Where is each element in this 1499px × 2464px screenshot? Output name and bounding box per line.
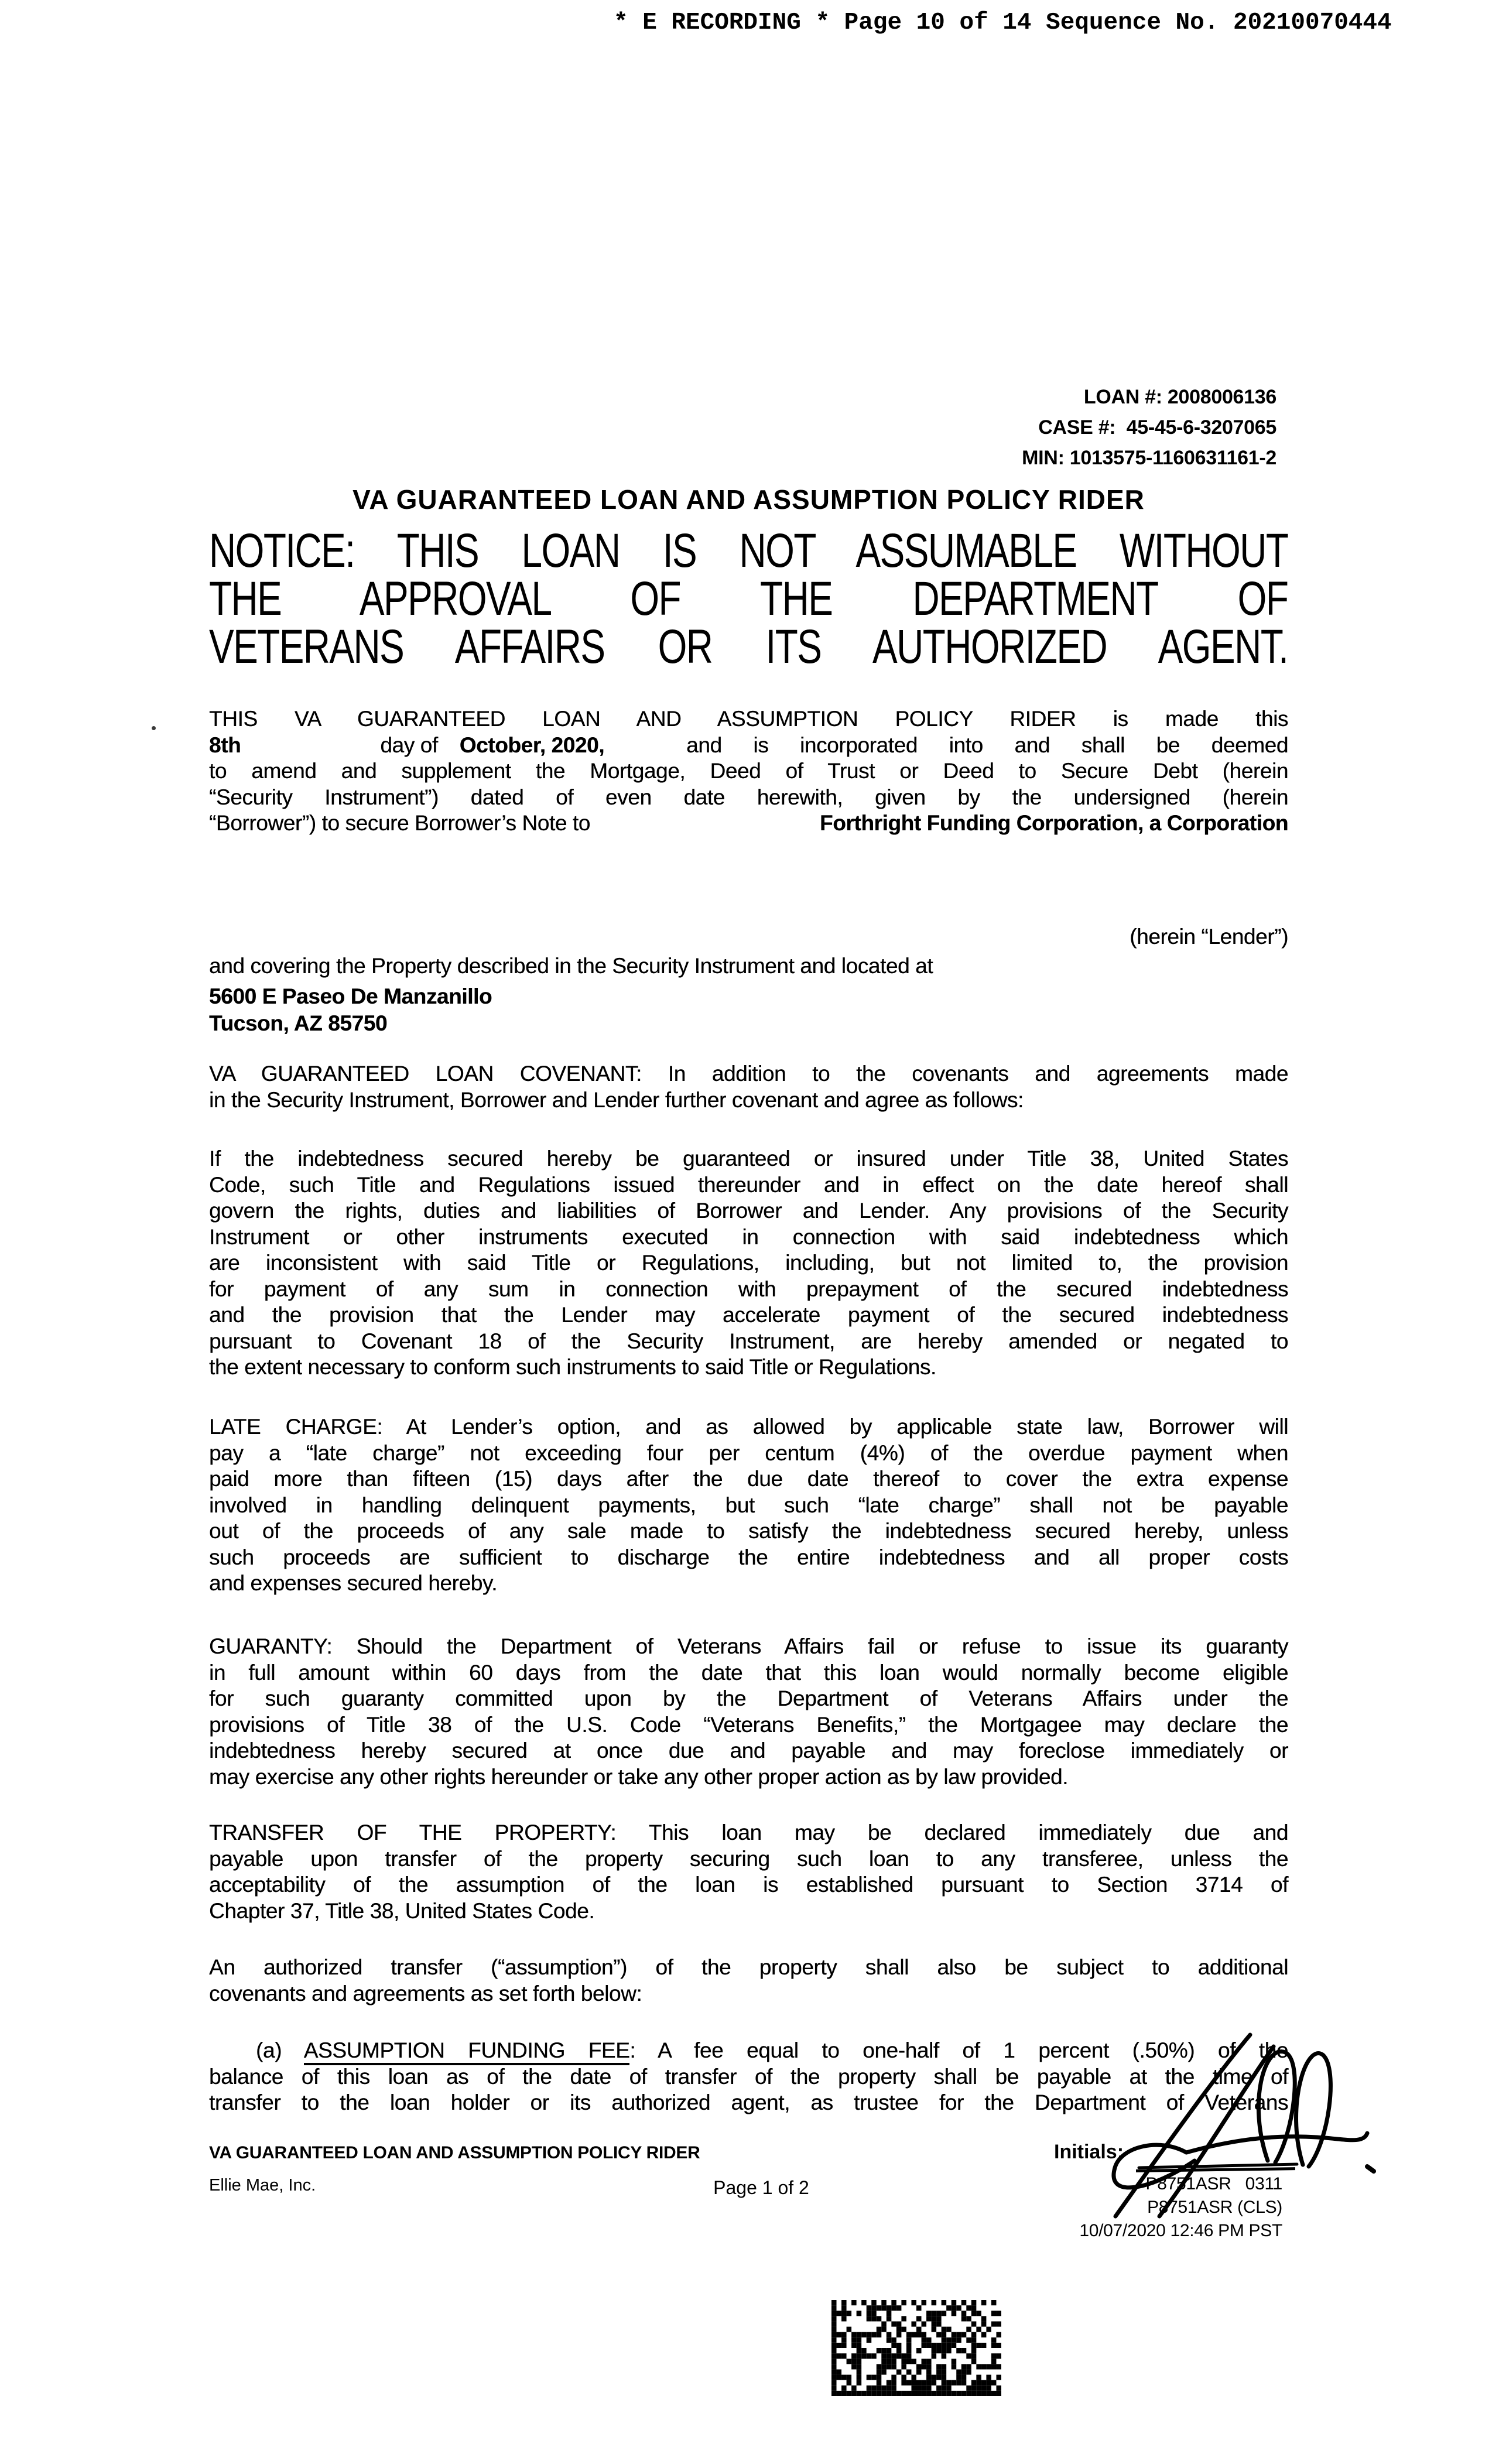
text-line: are inconsistent with said Title or Regulations, including, but not limited to, the provision	[209, 1251, 1288, 1275]
text-line: out of the proceeds of any sale made to satisfy the indebtedness secured hereby, unless	[209, 1519, 1288, 1543]
min-number: MIN: 1013575-1160631161-2	[1022, 447, 1276, 469]
assumption-fee-heading: ASSUMPTION FUNDING FEE	[304, 2038, 630, 2065]
transfer-paragraph	[209, 1820, 1288, 1924]
text-line: provisions of Title 38 of the U.S. Code “Veterans Benefits,” the Mortgagee may declare the	[209, 1712, 1288, 1737]
text-line: TRANSFER OF THE PROPERTY: This loan may be declared immediately due and	[209, 1820, 1288, 1844]
scan-artifact-dot	[152, 726, 156, 730]
text-line: covenants and agreements as set forth below:	[209, 1981, 642, 2006]
doc-code-2: P8751ASR (CLS)	[1147, 2198, 1282, 2217]
assumption-fee-first-line	[209, 2038, 1288, 2064]
text-line: “Security Instrument”) dated of even date herewith, given by the undersigned (herein	[209, 785, 1288, 809]
text-line: for payment of any sum in connection with prepayment of the secured indebtedness	[209, 1277, 1288, 1301]
text-line: THE APPROVAL OF THE DEPARTMENT OF	[209, 572, 1288, 625]
text-line: paid more than fifteen (15) days after the due date thereof to cover the extra expense	[209, 1467, 1288, 1491]
erecording-header: * E RECORDING * Page 10 of 14 Sequence No. 20210070444	[614, 9, 1392, 36]
lender-name: Forthright Funding Corporation, a Corporation	[820, 811, 1288, 835]
text-line: for such guaranty committed upon by the Department of Veterans Affairs under the	[209, 1686, 1288, 1710]
text-line: transfer to the loan holder or its authorized agent, as trustee for the Department of Veterans	[209, 2090, 1288, 2114]
property-street: 5600 E Paseo De Manzanillo	[209, 984, 492, 1008]
property-city: Tucson, AZ 85750	[209, 1011, 388, 1035]
text-line: Chapter 37, Title 38, United States Code.	[209, 1898, 595, 1923]
text-line: involved in handling delinquent payments, but such “late charge” shall not be payable	[209, 1493, 1288, 1517]
notice-heading	[209, 524, 1288, 673]
text-line: payable upon transfer of the property securing such loan to any transferee, unless the	[209, 1846, 1288, 1871]
text-line: : A fee equal to one-half of 1 percent (.50%) of the	[629, 2038, 1288, 2062]
text-line: acceptability of the assumption of the loan is established pursuant to Section 3714 of	[209, 1873, 1288, 1897]
loan-info-block	[1022, 382, 1276, 473]
text-line: may exercise any other rights hereunder or take any other proper action as by law provided.	[209, 1764, 1069, 1789]
initials-underline	[1136, 2167, 1295, 2172]
text-line: govern the rights, duties and liabilities of Borrower and Lender. Any provisions of the Security	[209, 1199, 1288, 1223]
document-title: VA GUARANTEED LOAN AND ASSUMPTION POLICY RIDER	[352, 484, 1145, 515]
text-line: Code, such Title and Regulations issued thereunder and in effect on the date hereof shall	[209, 1172, 1288, 1197]
doc-code-1: P8751ASR 0311	[1145, 2174, 1282, 2193]
text-line: in the Security Instrument, Borrower and Lender further covenant and agree as follows:	[209, 1087, 1024, 1112]
text-line: VA GUARANTEED LOAN COVENANT: In addition to the covenants and agreements made	[209, 1062, 1288, 1086]
doc-timestamp: 10/07/2020 12:46 PM PST	[1079, 2221, 1282, 2240]
text-line: the extent necessary to conform such instruments to said Title or Regulations.	[209, 1355, 936, 1379]
indebtedness-paragraph	[209, 1146, 1288, 1381]
text-line: pay a “late charge” not exceeding four per centum (4%) of the overdue payment when	[209, 1440, 1288, 1465]
case-number: CASE #: 45-45-6-3207065	[1038, 416, 1276, 439]
text-line: THIS VA GUARANTEED LOAN AND ASSUMPTION POLICY RIDER is made this	[209, 707, 1288, 731]
covering-property-line: and covering the Property described in the Security Instrument and located at	[209, 954, 933, 978]
footer-doc-codes	[1079, 2172, 1282, 2243]
text-line: and is incorporated into and shall be deemed	[686, 733, 1288, 757]
text-line: VETERANS AFFAIRS OR ITS AUTHORIZED AGENT.	[209, 620, 1288, 673]
text-line: An authorized transfer (“assumption”) of the property shall also be subject to additional	[209, 1955, 1288, 1979]
text-line: indebtedness hereby secured at once due and payable and may foreclose immediately or	[209, 1739, 1288, 1763]
text-line: GUARANTY: Should the Department of Veterans Affairs fail or refuse to issue its guaranty	[209, 1634, 1288, 1658]
text-line: LATE CHARGE: At Lender’s option, and as allowed by applicable state law, Borrower will	[209, 1415, 1288, 1439]
intro-paragraph	[209, 706, 1288, 837]
loan-number: LOAN #: 2008006136	[1083, 386, 1276, 408]
initials-label: Initials:	[1054, 2141, 1124, 2163]
text-line: and the provision that the Lender may accelerate payment of the secured indebtedness	[209, 1303, 1288, 1327]
text-line: in full amount within 60 days from the date that this loan would normally become eligible	[209, 1660, 1288, 1685]
footer-page-number: Page 1 of 2	[713, 2177, 809, 2198]
text-line: such proceeds are sufficient to discharge the entire indebtedness and all proper costs	[209, 1545, 1288, 1569]
date-value: October, 2020,	[459, 733, 605, 757]
text-line: pursuant to Covenant 18 of the Security Instrument, are hereby amended or negated to	[209, 1329, 1288, 1353]
footer-form-title: VA GUARANTEED LOAN AND ASSUMPTION POLICY RIDER	[209, 2143, 700, 2162]
covenant-paragraph	[209, 1061, 1288, 1113]
text-line: to amend and supplement the Mortgage, Deed of Trust or Deed to Secure Debt (herein	[209, 759, 1288, 783]
datamatrix-barcode	[831, 2300, 1001, 2396]
late-charge-paragraph	[209, 1414, 1288, 1597]
text-line: Instrument or other instruments executed in connection with said indebtedness which	[209, 1224, 1288, 1249]
text-line: balance of this loan as of the date of transfer of the property shall be payable at the time of	[209, 2064, 1288, 2089]
clause-label: (a)	[256, 2038, 304, 2062]
day-of-label: day of	[380, 733, 438, 757]
authorized-transfer-paragraph	[209, 1955, 1288, 2007]
text-line: NOTICE: THIS LOAN IS NOT ASSUMABLE WITHOUT	[209, 524, 1288, 577]
herein-lender-line: (herein “Lender”)	[1130, 925, 1288, 949]
text-line: “Borrower”) to secure Borrower’s Note to	[209, 811, 590, 835]
assumption-fee-lines	[209, 2064, 1288, 2116]
text-line: and expenses secured hereby.	[209, 1571, 498, 1595]
guaranty-paragraph	[209, 1634, 1288, 1790]
intro-lender-line	[209, 810, 1288, 837]
intro-date-line	[209, 733, 1288, 759]
text-line: If the indebtedness secured hereby be guaranteed or insured under Title 38, United States	[209, 1147, 1288, 1171]
assumption-fee-paragraph	[209, 2038, 1288, 2116]
day-value: 8th	[209, 733, 241, 757]
footer-company: Ellie Mae, Inc.	[209, 2176, 316, 2195]
